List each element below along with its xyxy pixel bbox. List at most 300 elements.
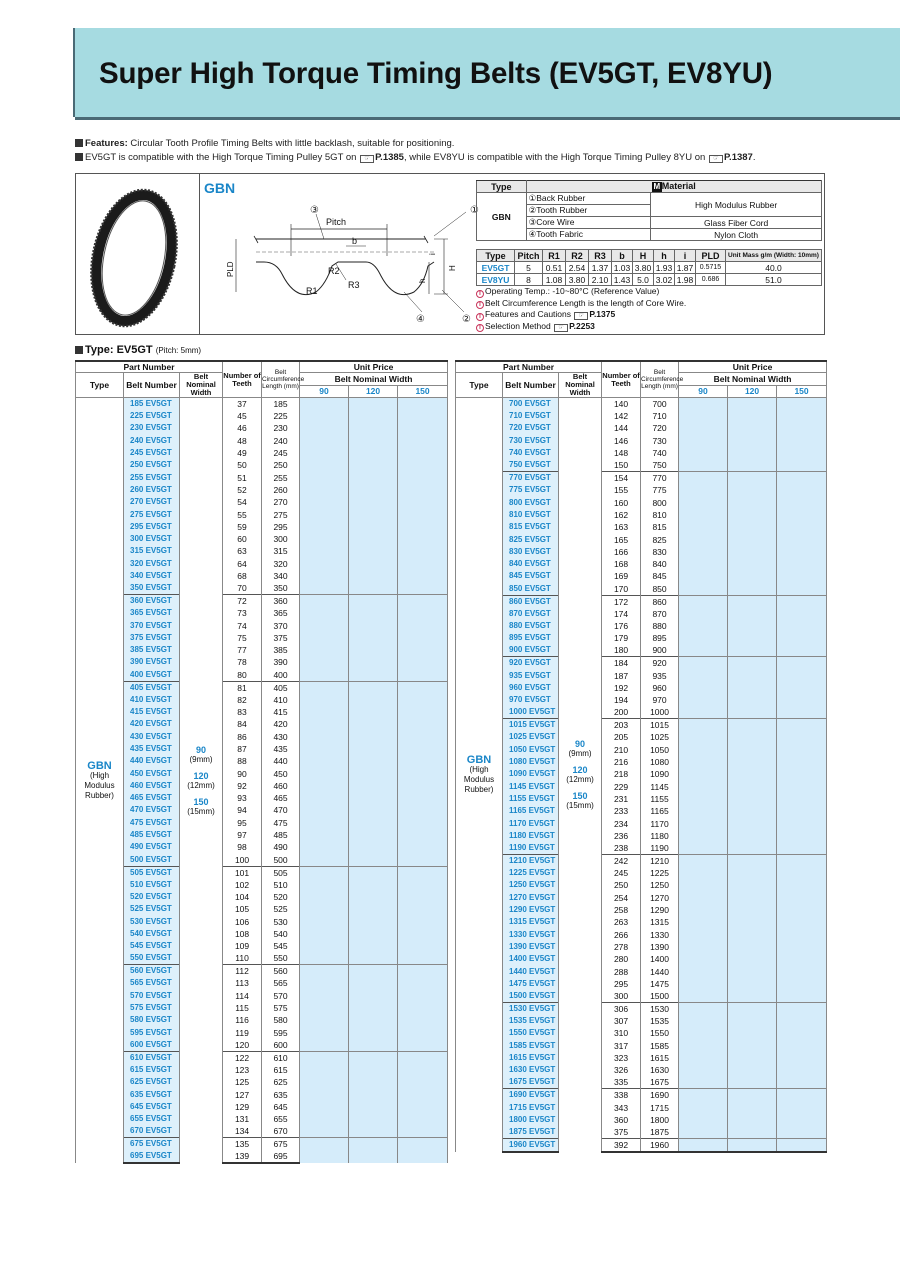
belt-number-link[interactable]: 545 EV5GT (124, 940, 180, 952)
h-label: h (418, 278, 427, 283)
ref-link-p2253[interactable]: P.2253 (569, 320, 595, 331)
belt-circumference: 1630 (641, 1064, 679, 1076)
number-of-teeth: 187 (602, 669, 641, 681)
number-of-teeth: 280 (602, 953, 641, 965)
belt-number-link[interactable]: 1630 EV5GT (503, 1064, 559, 1076)
number-of-teeth: 176 (602, 620, 641, 632)
belt-number-link[interactable]: 230 EV5GT (124, 422, 180, 434)
belt-circumference: 1165 (641, 805, 679, 817)
spec-cell: 40.0 (726, 262, 822, 274)
belt-number-link[interactable]: 390 EV5GT (124, 656, 180, 668)
belt-number-link[interactable]: 530 EV5GT (124, 915, 180, 927)
price-cell-150 (398, 1138, 448, 1164)
belt-circumference: 340 (262, 570, 300, 582)
note-item (476, 321, 686, 333)
th-belt-nominal-width: Belt Nominal Width (559, 373, 602, 398)
ref-link-p1375[interactable]: P.1375 (589, 309, 616, 319)
belt-number-link[interactable]: 1180 EV5GT (503, 830, 559, 842)
table-row (456, 1002, 827, 1015)
belt-number-link[interactable]: 470 EV5GT (124, 804, 180, 816)
belt-number-link[interactable]: 490 EV5GT (124, 841, 180, 853)
belt-number-link[interactable]: 730 EV5GT (503, 435, 559, 447)
features-text-2a: EV5GT is compatible with the High Torque Timing Pulley 5GT on (85, 152, 357, 163)
belt-number-link[interactable]: 505 EV5GT (124, 866, 180, 879)
belt-number-link[interactable]: 430 EV5GT (124, 731, 180, 743)
belt-number-link[interactable]: 550 EV5GT (124, 952, 180, 965)
belt-number-link[interactable]: 1390 EV5GT (503, 941, 559, 953)
belt-circumference: 1960 (641, 1139, 679, 1153)
number-of-teeth: 179 (602, 632, 641, 644)
number-of-teeth: 317 (602, 1040, 641, 1052)
spec-type: EV8YU (477, 274, 515, 286)
price-cell-90 (679, 855, 728, 1003)
belt-number-link[interactable]: 845 EV5GT (503, 570, 559, 582)
number-of-teeth: 88 (223, 755, 262, 767)
belt-circumference: 1475 (641, 978, 679, 990)
spec-cell: 1.98 (675, 274, 696, 286)
belt-number-link[interactable]: 350 EV5GT (124, 582, 180, 595)
belt-number-link[interactable]: 775 EV5GT (503, 484, 559, 496)
number-of-teeth: 120 (223, 1039, 262, 1052)
th-belt-number: Belt Number (124, 373, 180, 398)
belt-number-link[interactable]: 850 EV5GT (503, 583, 559, 596)
number-of-teeth: 50 (223, 459, 262, 471)
belt-number-link[interactable]: 1400 EV5GT (503, 953, 559, 965)
number-of-teeth: 295 (602, 978, 641, 990)
belt-circumference: 1180 (641, 830, 679, 842)
belt-circumference: 565 (262, 977, 300, 989)
number-of-teeth: 233 (602, 805, 641, 817)
belt-circumference: 815 (641, 521, 679, 533)
table-row (456, 1139, 827, 1153)
number-of-teeth: 343 (602, 1101, 641, 1113)
th-number-of-teeth: Number of Teeth (223, 361, 262, 398)
section-title (75, 344, 201, 356)
belt-number-link[interactable]: 670 EV5GT (124, 1125, 180, 1138)
price-cell-150 (777, 1089, 827, 1139)
belt-number-link[interactable]: 250 EV5GT (124, 459, 180, 471)
number-of-teeth: 306 (602, 1002, 641, 1015)
number-of-teeth: 229 (602, 781, 641, 793)
belt-number-link[interactable]: 1025 EV5GT (503, 731, 559, 743)
belt-number-link[interactable]: 540 EV5GT (124, 928, 180, 940)
belt-number-link[interactable]: 575 EV5GT (124, 1002, 180, 1014)
number-of-teeth: 129 (223, 1101, 262, 1113)
price-cell-90 (300, 965, 349, 1051)
spec-header: R3 (589, 250, 612, 262)
belt-number-link[interactable]: 560 EV5GT (124, 965, 180, 978)
number-of-teeth: 100 (223, 854, 262, 867)
belt-number-link[interactable]: 895 EV5GT (503, 632, 559, 644)
belt-number-link[interactable]: 420 EV5GT (124, 718, 180, 730)
belt-number-link[interactable]: 920 EV5GT (503, 657, 559, 670)
price-cell-120 (728, 595, 777, 657)
price-cell-150 (777, 855, 827, 1003)
belt-width-cell (180, 398, 223, 1164)
belt-number-link[interactable]: 1050 EV5GT (503, 744, 559, 756)
belt-number-link[interactable]: 810 EV5GT (503, 509, 559, 521)
material-value: Nylon Cloth (651, 229, 822, 241)
belt-circumference: 695 (262, 1150, 300, 1163)
belt-number-link[interactable]: 1585 EV5GT (503, 1040, 559, 1052)
belt-number-link[interactable]: 1715 EV5GT (503, 1101, 559, 1113)
belt-number-link[interactable]: 1090 EV5GT (503, 768, 559, 780)
table-row (76, 866, 448, 879)
belt-number-link[interactable]: 970 EV5GT (503, 694, 559, 706)
number-of-teeth: 51 (223, 471, 262, 483)
belt-number-link[interactable]: 900 EV5GT (503, 644, 559, 657)
price-cell-120 (728, 1139, 777, 1153)
belt-circumference: 385 (262, 644, 300, 656)
belt-circumference: 250 (262, 459, 300, 471)
price-cell-150 (398, 681, 448, 866)
price-cell-90 (300, 1138, 349, 1164)
belt-number-link[interactable]: 580 EV5GT (124, 1014, 180, 1026)
belt-number-link[interactable]: 440 EV5GT (124, 755, 180, 767)
number-of-teeth: 194 (602, 694, 641, 706)
price-cell-120 (728, 1002, 777, 1088)
belt-circumference: 1690 (641, 1089, 679, 1102)
belt-number-link[interactable]: 185 EV5GT (124, 398, 180, 411)
number-of-teeth: 266 (602, 929, 641, 941)
belt-circumference: 240 (262, 435, 300, 447)
ref-link-p1387[interactable]: P.1387 (723, 152, 753, 163)
belt-circumference: 460 (262, 780, 300, 792)
price-cell-120 (728, 719, 777, 855)
belt-number-link[interactable]: 1500 EV5GT (503, 990, 559, 1003)
belt-circumference: 420 (262, 718, 300, 730)
belt-circumference: 545 (262, 940, 300, 952)
belt-number-link[interactable]: 880 EV5GT (503, 620, 559, 632)
belt-number-link[interactable]: 400 EV5GT (124, 669, 180, 682)
width-120-mm: (12mm) (566, 775, 594, 785)
belt-number-link[interactable]: 570 EV5GT (124, 990, 180, 1002)
number-of-teeth: 254 (602, 892, 641, 904)
number-of-teeth: 310 (602, 1027, 641, 1039)
number-of-teeth: 323 (602, 1052, 641, 1064)
spec-cell: 2.54 (566, 262, 589, 274)
H-label: H (448, 265, 457, 271)
belt-circumference: 670 (262, 1125, 300, 1138)
belt-circumference: 315 (262, 545, 300, 557)
belt-number-link[interactable]: 815 EV5GT (503, 521, 559, 533)
belt-number-link[interactable]: 960 EV5GT (503, 682, 559, 694)
spec-type: EV5GT (477, 262, 515, 274)
number-of-teeth: 90 (223, 767, 262, 779)
belt-number-link[interactable]: 825 EV5GT (503, 533, 559, 545)
belt-circumference: 1535 (641, 1015, 679, 1027)
belt-number-link[interactable]: 1155 EV5GT (503, 793, 559, 805)
belt-circumference: 300 (262, 533, 300, 545)
spec-cell: 1.03 (612, 262, 633, 274)
belt-number-link[interactable]: 225 EV5GT (124, 410, 180, 422)
belt-number-link[interactable]: 1165 EV5GT (503, 805, 559, 817)
material-header-label: Material (661, 181, 696, 191)
belt-circumference: 595 (262, 1026, 300, 1038)
belt-circumference: 970 (641, 694, 679, 706)
belt-number-link[interactable]: 1015 EV5GT (503, 719, 559, 732)
number-of-teeth: 242 (602, 855, 641, 868)
spec-cell: 0.5715 (696, 262, 726, 274)
number-of-teeth: 113 (223, 977, 262, 989)
price-cell-150 (398, 965, 448, 1051)
belt-number-link[interactable]: 385 EV5GT (124, 644, 180, 656)
price-cell-120 (349, 595, 398, 681)
th-price-width: Belt Nominal Width (679, 373, 827, 386)
belt-circumference: 625 (262, 1076, 300, 1088)
belt-width-cell (559, 398, 602, 1153)
number-of-teeth: 92 (223, 780, 262, 792)
belt-profile-diagram (216, 194, 479, 325)
table-row (76, 965, 448, 978)
belt-number-link[interactable]: 460 EV5GT (124, 780, 180, 792)
belt-number-link[interactable]: 1615 EV5GT (503, 1052, 559, 1064)
callout-2: ② (462, 314, 471, 325)
belt-number-link[interactable]: 525 EV5GT (124, 903, 180, 915)
belt-number-link[interactable]: 465 EV5GT (124, 792, 180, 804)
belt-number-link[interactable]: 300 EV5GT (124, 533, 180, 545)
section-title-text: Type: EV5GT (85, 344, 153, 356)
belt-number-link[interactable]: 675 EV5GT (124, 1138, 180, 1151)
belt-number-link[interactable]: 1170 EV5GT (503, 817, 559, 829)
spec-cell: 2.10 (589, 274, 612, 286)
r2-label: R2 (328, 266, 340, 276)
th-belt-circumference: Belt Circumference Length (mm) (262, 361, 300, 398)
belt-number-link[interactable]: 450 EV5GT (124, 767, 180, 779)
belt-number-link[interactable]: 340 EV5GT (124, 570, 180, 582)
belt-circumference: 770 (641, 472, 679, 485)
belt-number-link[interactable]: 1875 EV5GT (503, 1126, 559, 1139)
ref-link-p1385[interactable]: P.1385 (375, 152, 404, 163)
spec-cell: 51.0 (726, 274, 822, 286)
number-of-teeth: 72 (223, 595, 262, 608)
belt-circumference: 440 (262, 755, 300, 767)
belt-circumference: 710 (641, 410, 679, 422)
belt-number-link[interactable]: 740 EV5GT (503, 447, 559, 459)
material-part: ④Tooth Fabric (526, 229, 651, 241)
belt-circumference: 1225 (641, 867, 679, 879)
features-label: Features: (85, 138, 128, 149)
table-row (76, 1051, 448, 1064)
belt-circumference: 245 (262, 447, 300, 459)
belt-number-link[interactable]: 860 EV5GT (503, 595, 559, 608)
belt-number-link[interactable]: 700 EV5GT (503, 398, 559, 411)
belt-number-link[interactable]: 720 EV5GT (503, 422, 559, 434)
material-header (526, 181, 821, 193)
belt-number-link[interactable]: 270 EV5GT (124, 496, 180, 508)
number-of-teeth: 210 (602, 744, 641, 756)
belt-number-link[interactable]: 1210 EV5GT (503, 855, 559, 868)
belt-number-link[interactable]: 1270 EV5GT (503, 892, 559, 904)
number-of-teeth: 82 (223, 694, 262, 706)
belt-number-link[interactable]: 255 EV5GT (124, 471, 180, 483)
belt-circumference: 845 (641, 570, 679, 582)
spec-cell: 1.37 (589, 262, 612, 274)
belt-number-link[interactable]: 1800 EV5GT (503, 1114, 559, 1126)
belt-number-link[interactable]: 840 EV5GT (503, 558, 559, 570)
belt-number-link[interactable]: 260 EV5GT (124, 484, 180, 496)
type-cell (76, 398, 124, 1164)
belt-number-link[interactable]: 1190 EV5GT (503, 842, 559, 855)
belt-number-link[interactable]: 1000 EV5GT (503, 706, 559, 719)
belt-number-link[interactable]: 405 EV5GT (124, 681, 180, 694)
number-of-teeth: 174 (602, 608, 641, 620)
belt-circumference: 490 (262, 841, 300, 853)
price-cell-120 (349, 866, 398, 965)
number-of-teeth: 134 (223, 1125, 262, 1138)
belt-circumference: 880 (641, 620, 679, 632)
belt-number-link[interactable]: 1675 EV5GT (503, 1076, 559, 1089)
belt-circumference: 900 (641, 644, 679, 657)
belt-number-link[interactable]: 1315 EV5GT (503, 916, 559, 928)
price-cell-120 (728, 657, 777, 719)
price-cell-120 (349, 965, 398, 1051)
belt-number-link[interactable]: 1290 EV5GT (503, 904, 559, 916)
price-cell-90 (679, 472, 728, 595)
material-value: Glass Fiber Cord (651, 217, 822, 229)
belt-number-link[interactable]: 600 EV5GT (124, 1039, 180, 1052)
spec-cell: 8 (515, 274, 543, 286)
features-line-2 (75, 152, 755, 163)
belt-circumference: 1400 (641, 953, 679, 965)
belt-circumference: 895 (641, 632, 679, 644)
belt-circumference: 720 (641, 422, 679, 434)
belt-number-link[interactable]: 240 EV5GT (124, 435, 180, 447)
belt-number-link[interactable]: 1550 EV5GT (503, 1027, 559, 1039)
belt-number-link[interactable]: 610 EV5GT (124, 1051, 180, 1064)
price-cell-150 (398, 595, 448, 681)
number-of-teeth: 109 (223, 940, 262, 952)
belt-circumference: 405 (262, 681, 300, 694)
belt-number-link[interactable]: 1080 EV5GT (503, 756, 559, 768)
number-of-teeth: 87 (223, 743, 262, 755)
belt-number-link[interactable]: 295 EV5GT (124, 521, 180, 533)
belt-number-link[interactable]: 800 EV5GT (503, 496, 559, 508)
belt-circumference: 525 (262, 903, 300, 915)
belt-circumference: 435 (262, 743, 300, 755)
number-of-teeth: 105 (223, 903, 262, 915)
number-of-teeth: 166 (602, 546, 641, 558)
belt-number-link[interactable]: 510 EV5GT (124, 879, 180, 891)
belt-circumference: 920 (641, 657, 679, 670)
number-of-teeth: 122 (223, 1051, 262, 1064)
belt-number-link[interactable]: 615 EV5GT (124, 1064, 180, 1076)
belt-circumference: 1875 (641, 1126, 679, 1139)
number-of-teeth: 278 (602, 941, 641, 953)
belt-circumference: 540 (262, 928, 300, 940)
belt-circumference: 295 (262, 521, 300, 533)
belt-number-link[interactable]: 1535 EV5GT (503, 1015, 559, 1027)
b-label: b (352, 236, 358, 246)
material-table (476, 180, 822, 241)
number-of-teeth: 131 (223, 1113, 262, 1125)
belt-number-link[interactable]: 485 EV5GT (124, 829, 180, 841)
material-type-value: GBN (477, 193, 527, 241)
belt-circumference: 730 (641, 435, 679, 447)
belt-number-link[interactable]: 365 EV5GT (124, 607, 180, 619)
belt-number-link[interactable]: 750 EV5GT (503, 459, 559, 472)
belt-number-link[interactable]: 645 EV5GT (124, 1101, 180, 1113)
belt-number-link[interactable]: 520 EV5GT (124, 891, 180, 903)
th-belt-nominal-width: Belt Nominal Width (180, 373, 223, 398)
number-of-teeth: 169 (602, 570, 641, 582)
belt-number-link[interactable]: 370 EV5GT (124, 619, 180, 631)
number-of-teeth: 94 (223, 804, 262, 816)
belt-number-link[interactable]: 1250 EV5GT (503, 879, 559, 891)
belt-number-link[interactable]: 275 EV5GT (124, 508, 180, 520)
width-150: 150 (572, 791, 588, 802)
belt-number-link[interactable]: 1690 EV5GT (503, 1089, 559, 1102)
page-reference-icon: ☞ (554, 324, 568, 332)
belt-number-link[interactable]: 710 EV5GT (503, 410, 559, 422)
belt-circumference: 1800 (641, 1114, 679, 1126)
belt-number-link[interactable]: 435 EV5GT (124, 743, 180, 755)
belt-number-link[interactable]: 1475 EV5GT (503, 978, 559, 990)
belt-number-link[interactable]: 565 EV5GT (124, 977, 180, 989)
number-of-teeth: 97 (223, 829, 262, 841)
info-box (75, 173, 825, 335)
belt-number-link[interactable]: 595 EV5GT (124, 1026, 180, 1038)
th-part-number: Part Number (456, 361, 602, 373)
note-item (476, 309, 686, 321)
belt-number-link[interactable]: 500 EV5GT (124, 854, 180, 867)
belt-number-link[interactable]: 655 EV5GT (124, 1113, 180, 1125)
belt-circumference: 1270 (641, 892, 679, 904)
price-cell-120 (728, 1089, 777, 1139)
belt-number-link[interactable]: 1440 EV5GT (503, 965, 559, 977)
belt-number-link[interactable]: 770 EV5GT (503, 472, 559, 485)
belt-number-link[interactable]: 1530 EV5GT (503, 1002, 559, 1015)
belt-number-link[interactable]: 1145 EV5GT (503, 781, 559, 793)
price-cell-90 (679, 1139, 728, 1153)
number-of-teeth: 258 (602, 904, 641, 916)
features-text: Circular Tooth Profile Timing Belts with little backlash, suitable for positioning. (130, 138, 455, 149)
belt-number-link[interactable]: 695 EV5GT (124, 1150, 180, 1163)
belt-number-link[interactable]: 830 EV5GT (503, 546, 559, 558)
belt-number-link[interactable]: 625 EV5GT (124, 1076, 180, 1088)
material-part: ③Core Wire (526, 217, 651, 229)
belt-number-link[interactable]: 415 EV5GT (124, 706, 180, 718)
number-of-teeth: 140 (602, 398, 641, 411)
belt-photo (76, 174, 200, 334)
th-width-120: 120 (728, 385, 777, 398)
belt-number-link[interactable]: 320 EV5GT (124, 558, 180, 570)
belt-number-link[interactable]: 1960 EV5GT (503, 1139, 559, 1153)
notice-icon: T (476, 301, 484, 309)
spec-cell: 1.43 (612, 274, 633, 286)
number-of-teeth: 148 (602, 447, 641, 459)
number-of-teeth: 218 (602, 768, 641, 780)
spec-cell: 0.686 (696, 274, 726, 286)
belt-number-link[interactable]: 1225 EV5GT (503, 867, 559, 879)
i-label: i (428, 253, 437, 255)
belt-number-link[interactable]: 475 EV5GT (124, 817, 180, 829)
number-of-teeth: 216 (602, 756, 641, 768)
belt-number-link[interactable]: 375 EV5GT (124, 632, 180, 644)
belt-number-link[interactable]: 410 EV5GT (124, 694, 180, 706)
belt-number-link[interactable]: 870 EV5GT (503, 608, 559, 620)
belt-number-link[interactable]: 315 EV5GT (124, 545, 180, 557)
belt-number-link[interactable]: 1330 EV5GT (503, 929, 559, 941)
belt-number-link[interactable]: 635 EV5GT (124, 1088, 180, 1100)
width-120: 120 (572, 765, 588, 776)
number-of-teeth: 59 (223, 521, 262, 533)
belt-number-link[interactable]: 935 EV5GT (503, 669, 559, 681)
number-of-teeth: 203 (602, 719, 641, 732)
belt-circumference: 450 (262, 767, 300, 779)
belt-number-link[interactable]: 245 EV5GT (124, 447, 180, 459)
belt-number-link[interactable]: 360 EV5GT (124, 595, 180, 608)
